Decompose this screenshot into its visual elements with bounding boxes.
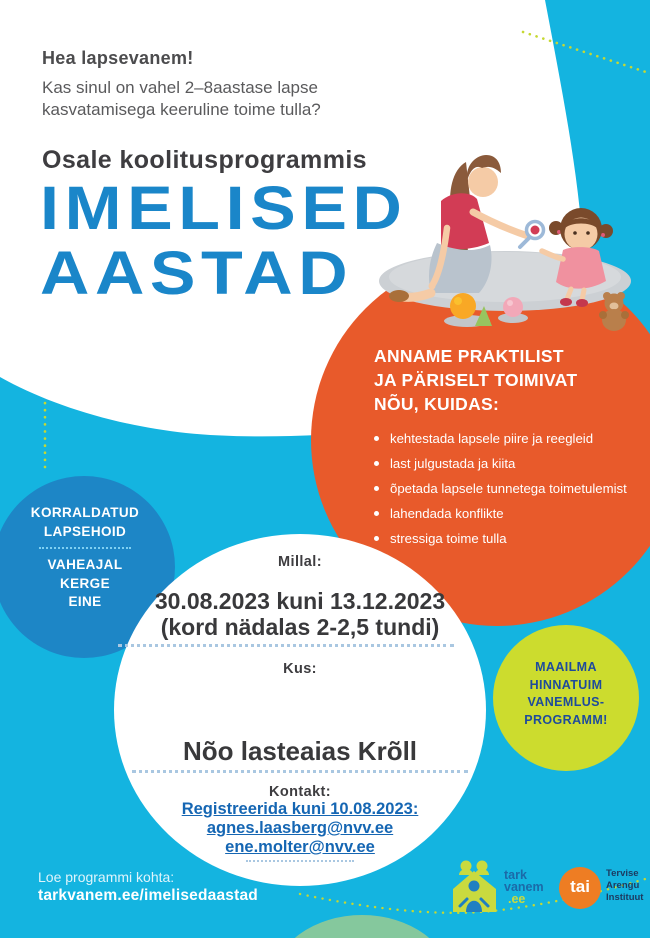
dotted-divider [132,770,468,773]
bullet-icon [374,511,379,516]
date-range: 30.08.2023 kuni 13.12.2023 [154,588,446,614]
email-link-1[interactable]: agnes.laasberg@nvv.ee [206,819,394,837]
frequency: (kord nädalas 2-2,5 tundi) [160,614,440,640]
tarkvanem-logo-text2: vanem [504,880,544,894]
tai-logo-text2: Arengu [606,880,640,891]
advice-heading [374,344,650,416]
tai-logo-text3: Instituut [606,892,644,903]
teddy-bear-icon [599,292,629,331]
list-item [374,526,644,551]
greeting-heading: Hea lapsevanem! [42,48,194,68]
location: Nõo lasteaias Krõll [182,736,418,766]
intro-question-line1: Kas sinul on vahel 2–8aastase lapse [42,78,318,97]
badge-line3: VANEMLUS- [527,695,605,709]
list-item [374,451,644,476]
dotted-divider [118,644,454,647]
badge-line2: HINNATUIM [529,677,603,692]
when-label: Millal: [278,554,322,570]
contact-label: Kontakt: [269,784,331,800]
advice-heading-line2: JA PÄRISELT TOIMIVAT [374,370,578,390]
tai-logo-abbr: tai [570,877,590,896]
bullet-text: lahendada konflikte [390,506,504,521]
list-item [374,426,644,451]
childcare-line2: LAPSEHOID [43,523,127,539]
dotted-divider [39,547,131,549]
advice-heading-line3: NÕU, KUIDAS: [374,394,500,414]
where-label: Kus: [283,661,317,677]
tai-logo-text1: Tervise [606,868,639,879]
advice-bullet-list [374,426,644,551]
badge-line4: PROGRAMM! [524,712,608,727]
childcare-line1: KORRALDATUD [30,505,140,520]
bullet-text: stressiga toime tulla [390,531,507,546]
list-item [374,501,644,526]
program-title-line1: IMELISED [40,174,408,242]
bullet-icon [374,436,379,441]
cta-heading: Osale koolitusprogrammis [42,146,367,174]
intro-question-line2: kasvatamisega keeruline toime tulla? [42,100,321,119]
email-link-2[interactable]: ene.molter@nvv.ee [225,838,375,856]
program-title [40,176,407,306]
bullet-text: kehtestada lapsele piire ja reegleid [390,431,594,446]
intro-question [42,77,321,121]
childcare-line3: VAHEAJAL [47,557,123,572]
childcare-line5: EINE [68,594,102,609]
more-info-label: Loe programmi kohta: [38,869,175,885]
dotted-divider [246,860,354,862]
bullet-text: õpetada lapsele tunnetega toimetulemist [390,481,627,496]
program-title-line2: AASTAD [40,239,354,307]
list-item [374,476,644,501]
bullet-icon [374,536,379,541]
tarkvanem-logo-text1: tark [504,868,527,882]
bullet-icon [374,461,379,466]
advice-heading-line1: ANNAME PRAKTILIST [374,346,564,366]
website-link[interactable]: tarkvanem.ee/imelisedaastad [38,887,258,904]
bullet-icon [374,486,379,491]
bullet-text: last julgustada ja kiita [390,456,516,471]
world-rated-badge [492,659,640,729]
childcare-line4: KERGE [59,575,110,591]
tarkvanem-logo-text3: .ee [508,892,526,906]
badge-line1: MAAILMA [535,660,597,674]
register-deadline-link[interactable]: Registreerida kuni 10.08.2023: [181,800,419,818]
